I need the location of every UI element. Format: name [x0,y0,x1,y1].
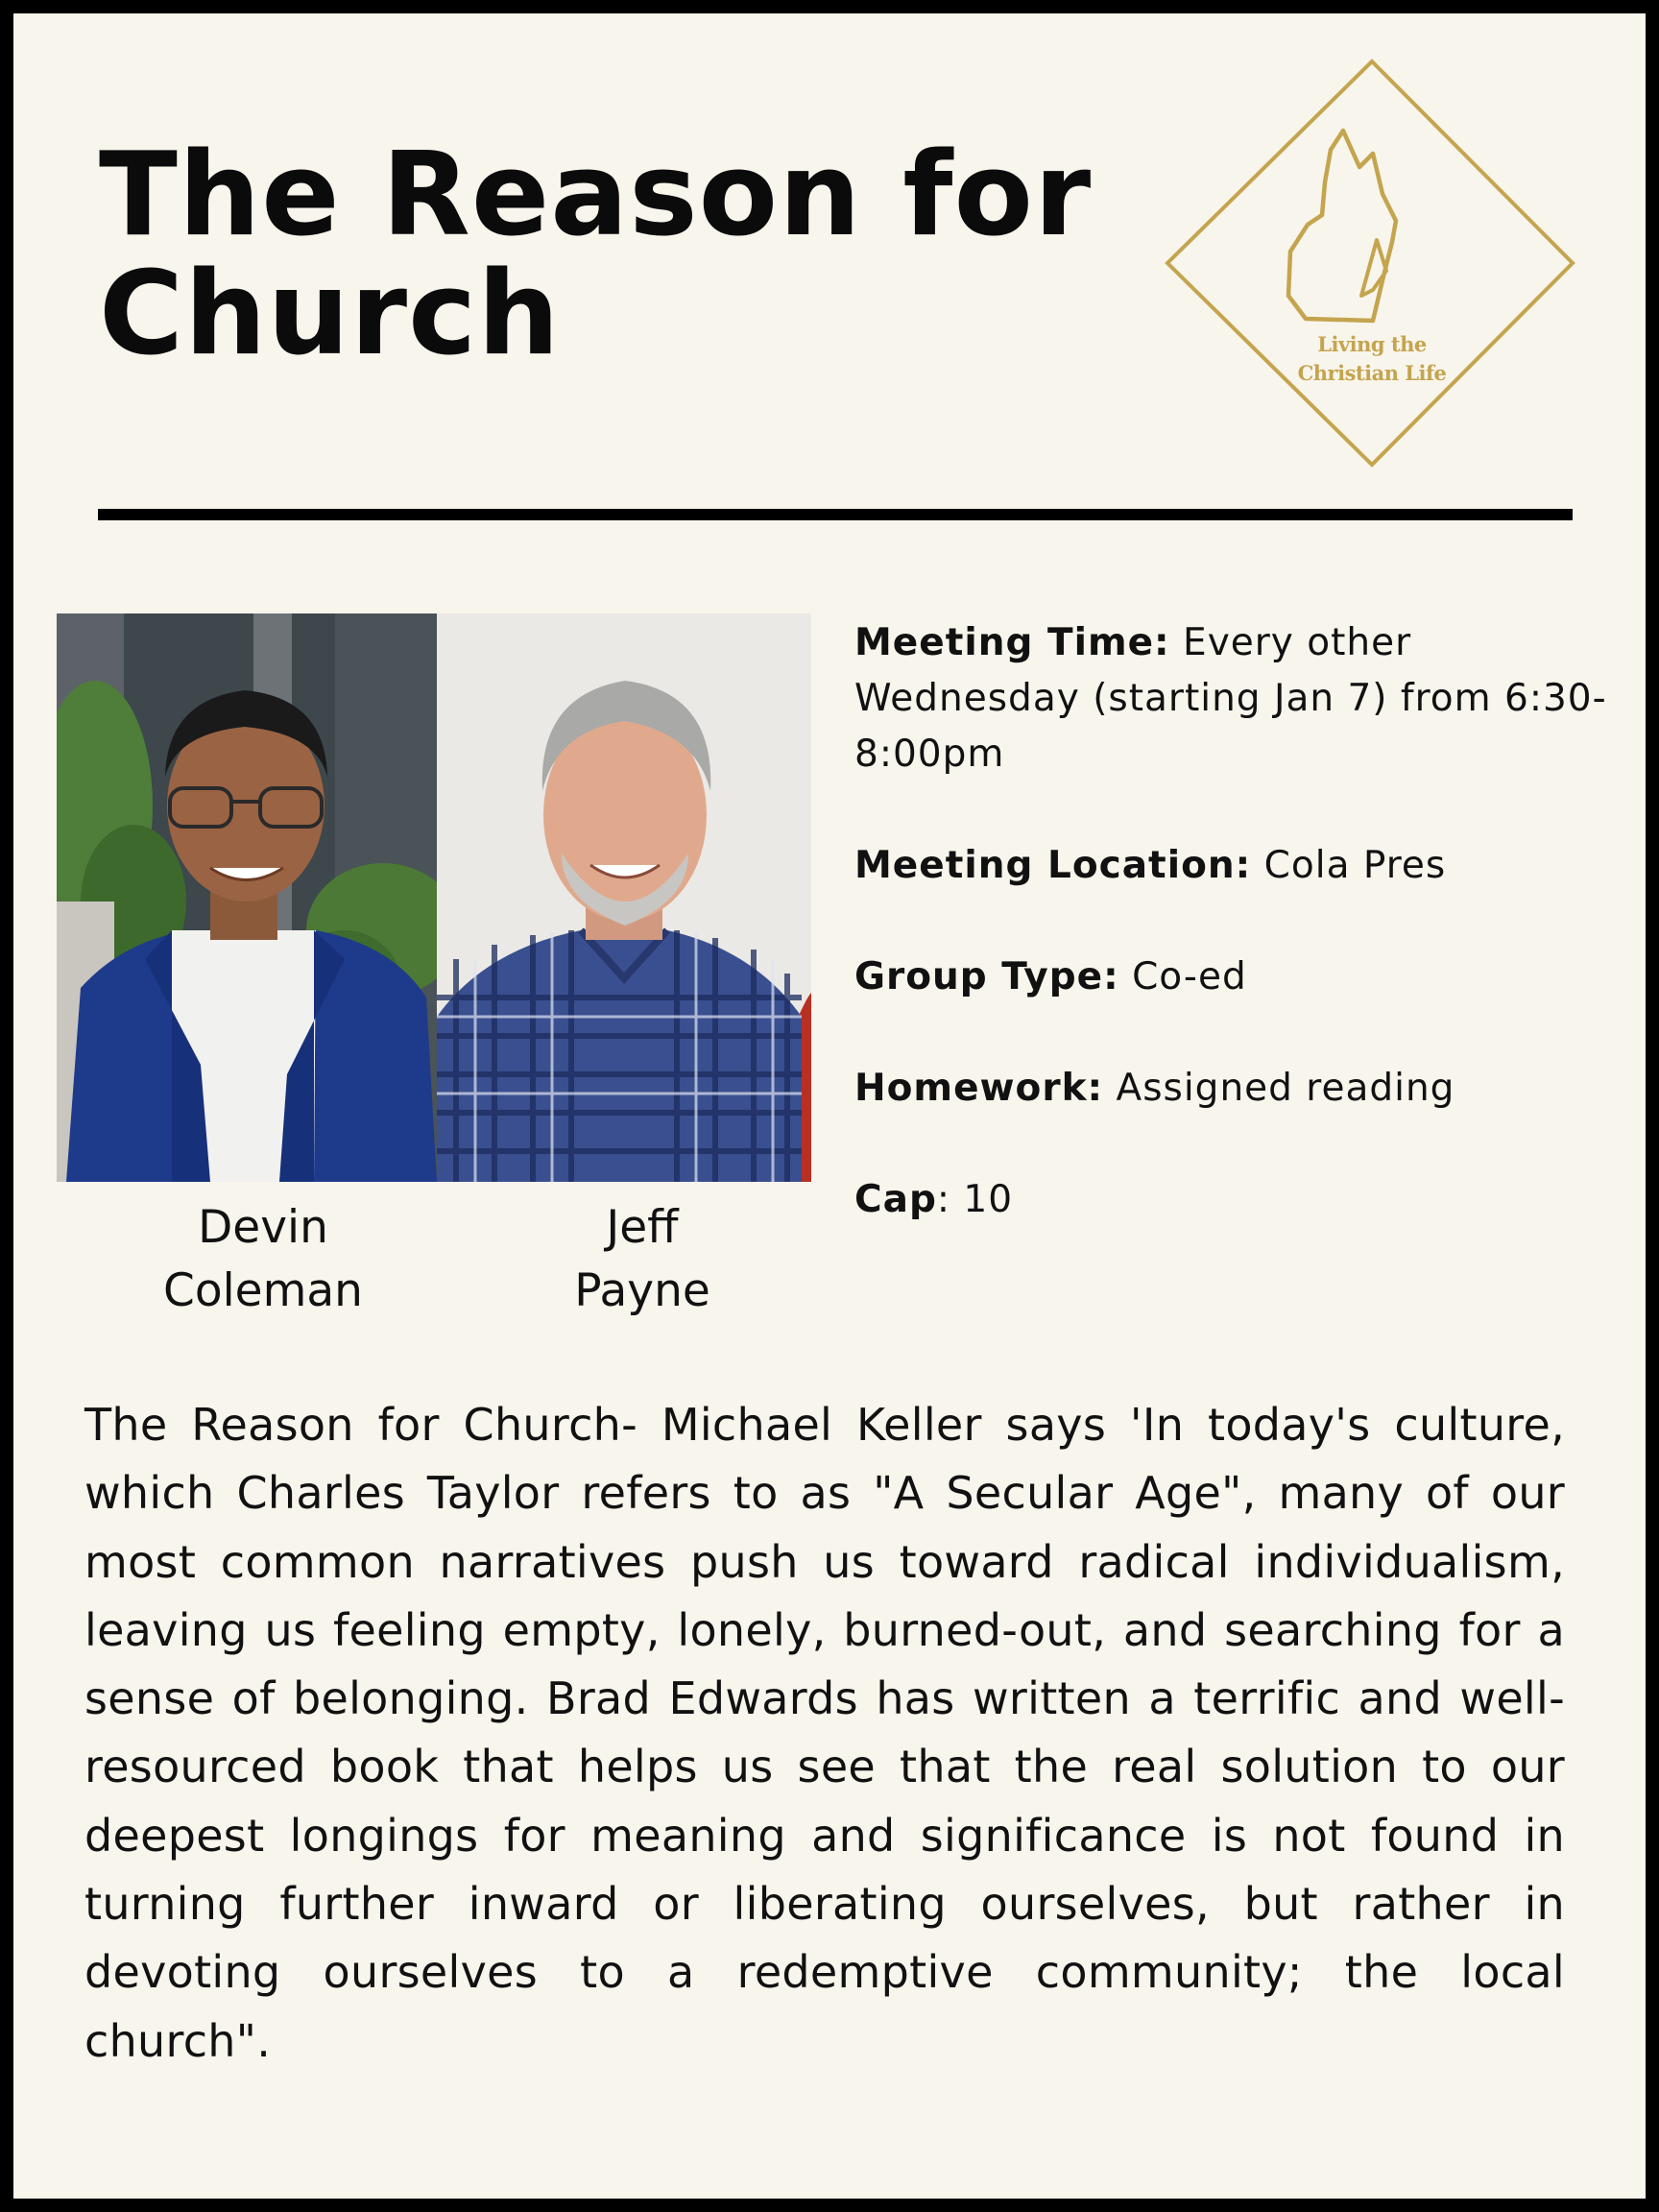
detail-value: Co-ed [1132,955,1247,998]
detail-label: Group Type: [854,955,1119,998]
detail-value: : 10 [936,1178,1014,1221]
leader-first-name: Jeff [606,1201,679,1254]
leader-name-jeff-payne [498,1196,786,1323]
detail-meeting-location [854,838,1623,894]
title-line-1: The Reason for [99,129,1093,262]
logo-text-line-1: Living the [1317,332,1427,356]
group-details [854,615,1623,1284]
photo-jeff-payne [437,613,811,1182]
detail-group-type [854,950,1623,1005]
logo-text-line-2: Christian Life [1297,361,1447,385]
detail-value: Cola Pres [1263,844,1447,887]
flyer-page [13,13,1646,2199]
group-description: The Reason for Church- Michael Keller says 'In today's culture, which Charles Taylor refers to as "A Secular Age", many of our most common narratives push us toward radical individualism, leaving us feeling empty, lonely, burned-out, and searching for a sense of belonging. Brad Edwards has written a terrific and well-resourced book that helps us see that the real solution to our deepest longings for meaning and significance is not found in turning further inward or liberating ourselves, but rather in devoting ourselves to a redemptive community; the local church". [84,1399,1565,2067]
detail-value: Every other Wednesday (starting Jan 7) from 6:30-8:00pm [854,621,1607,776]
leader-name-devin-coleman [119,1196,407,1323]
flame-icon [1156,50,1588,482]
living-the-christian-life-logo [1156,50,1588,482]
detail-label: Homework: [854,1067,1104,1110]
detail-value: Assigned reading [1116,1067,1455,1110]
photo-devin-coleman [57,613,437,1182]
detail-cap [854,1172,1623,1228]
divider-rule [98,509,1573,520]
detail-label: Meeting Time: [854,621,1170,664]
detail-label: Meeting Location: [854,844,1252,887]
leader-last-name: Payne [574,1264,710,1317]
detail-meeting-time [854,615,1623,782]
leader-first-name: Devin [198,1201,328,1254]
detail-label: Cap [854,1178,937,1221]
detail-homework [854,1061,1623,1117]
title-line-2: Church [99,248,561,381]
leader-last-name: Coleman [163,1264,363,1317]
page-title [99,129,1136,381]
